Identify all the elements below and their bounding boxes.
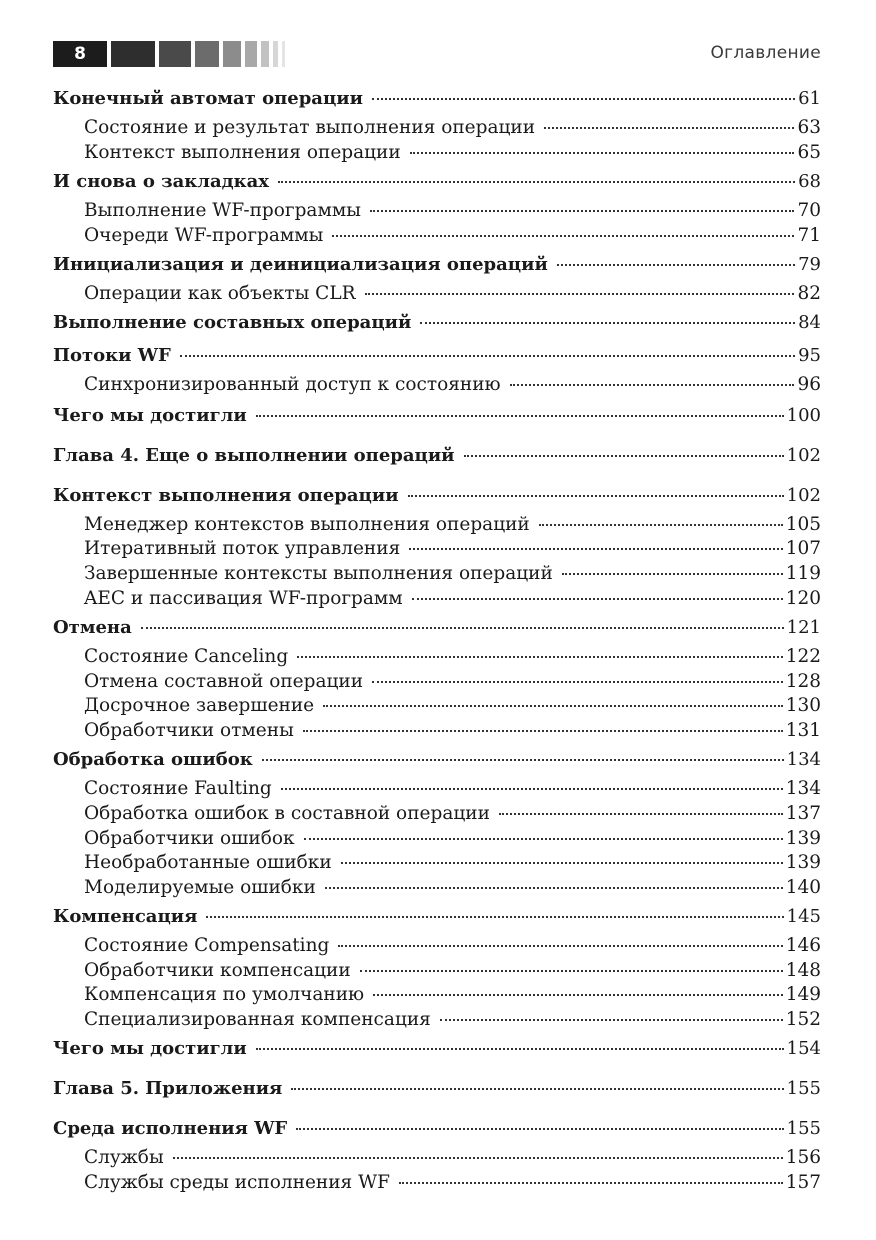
toc-section-entry[interactable] bbox=[53, 443, 821, 469]
toc-entry-page: 130 bbox=[785, 695, 821, 716]
dot-leader bbox=[341, 861, 783, 864]
dot-leader bbox=[173, 1156, 783, 1159]
toc-entry-title: Конечный автомат операции bbox=[53, 88, 363, 109]
toc-entry-page: 70 bbox=[797, 200, 821, 221]
dot-leader bbox=[409, 547, 782, 550]
toc-entry-title: Чего мы достигли bbox=[53, 1038, 247, 1059]
dot-leader bbox=[180, 354, 795, 357]
toc-entry-title: Службы bbox=[84, 1147, 164, 1168]
dot-leader bbox=[544, 126, 794, 129]
dot-leader bbox=[440, 1018, 783, 1021]
toc-entry-page: 71 bbox=[797, 225, 821, 246]
toc-subsection-entry[interactable] bbox=[53, 198, 821, 224]
dot-leader bbox=[323, 704, 783, 707]
toc-entry-page: 96 bbox=[797, 374, 821, 395]
toc-subsection-entry[interactable] bbox=[53, 933, 821, 959]
toc-subsection-entry[interactable] bbox=[53, 693, 821, 719]
toc-subsection-entry[interactable] bbox=[53, 1170, 821, 1196]
dot-leader bbox=[372, 97, 795, 100]
toc-entry-title: Очереди WF-программы bbox=[84, 225, 324, 246]
dot-leader bbox=[206, 915, 783, 918]
toc-entry-title: Компенсация по умолчанию bbox=[84, 984, 365, 1005]
toc-subsection-entry[interactable] bbox=[53, 644, 821, 670]
toc-entry-title: Глава 5. Приложения bbox=[53, 1078, 283, 1099]
toc-entry-page: 82 bbox=[797, 283, 821, 304]
toc-section-entry[interactable] bbox=[53, 252, 821, 278]
toc-entry-title: Менеджер контекстов выполнения операций bbox=[84, 514, 530, 535]
toc-entry-title: Обработчики отмены bbox=[84, 720, 294, 741]
toc-entry-page: 134 bbox=[785, 778, 821, 799]
toc-entry-page: 157 bbox=[785, 1172, 821, 1193]
dot-leader bbox=[373, 993, 783, 996]
toc-section-entry[interactable] bbox=[53, 310, 821, 336]
toc-entry-page: 137 bbox=[785, 803, 821, 824]
toc-entry-page: 154 bbox=[786, 1038, 821, 1059]
header-bar bbox=[261, 41, 269, 67]
toc-subsection-entry[interactable] bbox=[53, 776, 821, 802]
dot-leader bbox=[304, 837, 783, 840]
toc-section-entry[interactable] bbox=[53, 1116, 821, 1142]
toc-section-entry[interactable] bbox=[53, 1036, 821, 1062]
dot-leader bbox=[539, 523, 783, 526]
toc-entry-page: 102 bbox=[786, 485, 821, 506]
toc-entry-title: Отмена составной операции bbox=[84, 671, 364, 692]
toc-entry-page: 149 bbox=[785, 984, 821, 1005]
toc-entry-title: Необработанные ошибки bbox=[84, 852, 332, 873]
toc-subsection-entry[interactable] bbox=[53, 982, 821, 1008]
toc-entry-title: Итеративный поток управления bbox=[84, 538, 401, 559]
toc-subsection-entry[interactable] bbox=[53, 801, 821, 827]
toc-entry-page: 139 bbox=[785, 828, 821, 849]
dot-leader bbox=[291, 1087, 783, 1090]
toc-section-entry[interactable] bbox=[53, 483, 821, 509]
toc-subsection-entry[interactable] bbox=[53, 669, 821, 695]
dot-leader bbox=[370, 209, 794, 212]
dot-leader bbox=[420, 321, 795, 324]
dot-leader bbox=[410, 151, 795, 154]
toc-section-entry[interactable] bbox=[53, 86, 821, 112]
header-bar bbox=[159, 41, 191, 67]
dot-leader bbox=[281, 787, 783, 790]
toc-entry-page: 120 bbox=[785, 588, 821, 609]
toc-section-entry[interactable] bbox=[53, 169, 821, 195]
toc-entry-page: 95 bbox=[798, 345, 821, 366]
dot-leader bbox=[464, 454, 784, 457]
toc-entry-page: 128 bbox=[785, 671, 821, 692]
dot-leader bbox=[365, 292, 795, 295]
toc-entry-title: Специализированная компенсация bbox=[84, 1009, 431, 1030]
toc-entry-title: AEC и пассивация WF-программ bbox=[84, 588, 403, 609]
dot-leader bbox=[360, 969, 783, 972]
toc-subsection-entry[interactable] bbox=[53, 115, 821, 141]
toc-entry-title: Синхронизированный доступ к состоянию bbox=[84, 374, 501, 395]
toc-subsection-entry[interactable] bbox=[53, 586, 821, 612]
page-number: 8 bbox=[53, 41, 107, 67]
toc-entry-title: Инициализация и деинициализация операций bbox=[53, 254, 548, 275]
toc-entry-page: 156 bbox=[785, 1147, 821, 1168]
toc-entry-title: Службы среды исполнения WF bbox=[84, 1172, 390, 1193]
dot-leader bbox=[332, 234, 794, 237]
toc-section-entry[interactable] bbox=[53, 747, 821, 773]
dot-leader bbox=[408, 494, 784, 497]
toc-subsection-entry[interactable] bbox=[53, 512, 821, 538]
toc-subsection-entry[interactable] bbox=[53, 372, 821, 398]
header-bar bbox=[245, 41, 257, 67]
toc-entry-page: 63 bbox=[797, 117, 821, 138]
dot-leader bbox=[303, 729, 783, 732]
dot-leader bbox=[557, 263, 795, 266]
header-bar bbox=[282, 41, 285, 67]
toc-section-entry[interactable] bbox=[53, 343, 821, 369]
dot-leader bbox=[399, 1181, 783, 1184]
toc-entry-page: 84 bbox=[798, 312, 821, 333]
header-bar bbox=[111, 41, 155, 67]
dot-leader bbox=[412, 597, 783, 600]
toc-subsection-entry[interactable] bbox=[53, 536, 821, 562]
header-bar bbox=[223, 41, 241, 67]
toc-subsection-entry[interactable] bbox=[53, 1007, 821, 1033]
toc-subsection-entry[interactable] bbox=[53, 718, 821, 744]
toc-entry-title: И снова о закладках bbox=[53, 171, 270, 192]
toc-entry-page: 61 bbox=[798, 88, 821, 109]
toc-subsection-entry[interactable] bbox=[53, 850, 821, 876]
toc-entry-title: Выполнение составных операций bbox=[53, 312, 412, 333]
toc-section-entry[interactable] bbox=[53, 1076, 821, 1102]
dot-leader bbox=[256, 414, 784, 417]
toc-entry-page: 119 bbox=[785, 563, 821, 584]
toc-entry-page: 155 bbox=[786, 1078, 821, 1099]
toc-subsection-entry[interactable] bbox=[53, 826, 821, 852]
toc-entry-title: Отмена bbox=[53, 617, 132, 638]
toc-entry-title: Досрочное завершение bbox=[84, 695, 315, 716]
toc-entry-page: 148 bbox=[785, 960, 821, 981]
toc-entry-title: Чего мы достигли bbox=[53, 405, 247, 426]
toc-entry-page: 65 bbox=[797, 142, 821, 163]
dot-leader bbox=[256, 1047, 784, 1050]
toc-entry-title: Операции как объекты CLR bbox=[84, 283, 356, 304]
toc-entry-page: 102 bbox=[786, 445, 821, 466]
toc-section-entry[interactable] bbox=[53, 615, 821, 641]
dot-leader bbox=[278, 180, 795, 183]
toc-entry-page: 140 bbox=[785, 877, 821, 898]
toc-entry-title: Компенсация bbox=[53, 906, 198, 927]
page-header bbox=[53, 41, 821, 67]
toc-subsection-entry[interactable] bbox=[53, 281, 821, 307]
toc-entry-page: 146 bbox=[785, 935, 821, 956]
toc-entry-page: 79 bbox=[798, 254, 821, 275]
dot-leader bbox=[262, 758, 784, 761]
toc-entry-page: 105 bbox=[785, 514, 821, 535]
dot-leader bbox=[141, 626, 784, 629]
toc-subsection-entry[interactable] bbox=[53, 1145, 821, 1171]
toc-entry-title: Глава 4. Еще о выполнении операций bbox=[53, 445, 455, 466]
toc-entry-title: Обработка ошибок в составной операции bbox=[84, 803, 490, 824]
dot-leader bbox=[297, 655, 783, 658]
toc-entry-page: 107 bbox=[785, 538, 821, 559]
toc-entry-page: 134 bbox=[786, 749, 821, 770]
toc-entry-title: Моделируемые ошибки bbox=[84, 877, 316, 898]
toc-subsection-entry[interactable] bbox=[53, 223, 821, 249]
dot-leader bbox=[372, 680, 783, 683]
toc-entry-title: Состояние Canceling bbox=[84, 646, 289, 667]
header-bar bbox=[273, 41, 278, 67]
toc-entry-title: Обработчики ошибок bbox=[84, 828, 295, 849]
dot-leader bbox=[338, 944, 782, 947]
toc-entry-title: Обработчики компенсации bbox=[84, 960, 351, 981]
toc-entry-page: 139 bbox=[785, 852, 821, 873]
toc-entry-page: 122 bbox=[785, 646, 821, 667]
toc-subsection-entry[interactable] bbox=[53, 958, 821, 984]
toc-entry-page: 68 bbox=[798, 171, 821, 192]
toc-entry-title: Контекст выполнения операции bbox=[53, 485, 399, 506]
toc-subsection-entry[interactable] bbox=[53, 875, 821, 901]
toc-entry-page: 145 bbox=[786, 906, 821, 927]
toc-subsection-entry[interactable] bbox=[53, 561, 821, 587]
dot-leader bbox=[510, 383, 795, 386]
toc-entry-title: Состояние и результат выполнения операции bbox=[84, 117, 536, 138]
dot-leader bbox=[296, 1127, 783, 1130]
dot-leader bbox=[499, 812, 783, 815]
toc-entry-title: Контекст выполнения операции bbox=[84, 142, 401, 163]
toc-entry-page: 121 bbox=[786, 617, 821, 638]
header-bar bbox=[195, 41, 219, 67]
dot-leader bbox=[562, 572, 783, 575]
toc-entry-title: Завершенные контексты выполнения операций bbox=[84, 563, 553, 584]
toc-entry-page: 131 bbox=[785, 720, 821, 741]
toc-subsection-entry[interactable] bbox=[53, 140, 821, 166]
toc-section-entry[interactable] bbox=[53, 904, 821, 930]
toc-entry-title: Среда исполнения WF bbox=[53, 1118, 288, 1139]
toc-entry-title: Выполнение WF-программы bbox=[84, 200, 361, 221]
toc-entry-title: Состояние Compensating bbox=[84, 935, 330, 956]
toc-entry-title: Потоки WF bbox=[53, 345, 171, 366]
dot-leader bbox=[325, 886, 783, 889]
toc-section-entry[interactable] bbox=[53, 403, 821, 429]
toc-entry-page: 155 bbox=[786, 1118, 821, 1139]
toc-entry-title: Состояние Faulting bbox=[84, 778, 272, 799]
toc-entry-page: 100 bbox=[786, 405, 821, 426]
toc-entry-title: Обработка ошибок bbox=[53, 749, 253, 770]
section-title: Оглавление bbox=[710, 43, 821, 63]
toc-entry-page: 152 bbox=[785, 1009, 821, 1030]
